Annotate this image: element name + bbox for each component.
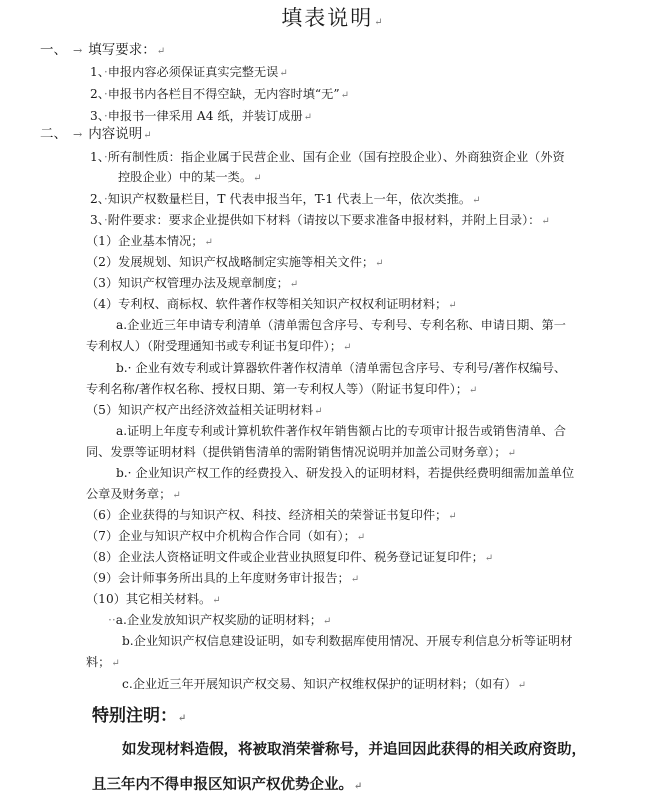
section-1-item-2: 2、·申报书内各栏目不得空缺，无内容时填“无”↵ bbox=[90, 87, 349, 101]
section-1-item-3: 3、·申报书一律采用 A4 纸，并装订成册↵ bbox=[90, 109, 313, 123]
section-2-item-3: 3、·附件要求：要求企业提供如下材料（请按以下要求准备申报材料，并附上目录）：↵ bbox=[90, 213, 550, 227]
list-item-10a: ··a.企业发放知识产权奖励的证明材料；↵ bbox=[108, 613, 332, 627]
list-item-5a-line-1: a.证明上年度专利或计算机软件著作权年销售额占比的专项审计报告或销售清单、合 bbox=[116, 424, 566, 438]
list-item-10b-line-1: b.企业知识产权信息建设证明，如专利数据库使用情况、开展专利信息分析等证明材 bbox=[122, 634, 573, 648]
section-2-item-2: 2、·知识产权数量栏目，T 代表申报当年，T-1 代表上一年，依次类推。↵ bbox=[90, 192, 481, 206]
list-item-1: （1）企业基本情况；↵ bbox=[86, 234, 213, 248]
list-item-4a-line-1: a.企业近三年申请专利清单（清单需包含序号、专利号、专利名称、申请日期、第一 bbox=[116, 318, 566, 332]
section-2-item-1-line-1: 1、·所有制性质：指企业属于民营企业、国有企业（国有控股企业）、外商独资企业（外资 bbox=[90, 150, 565, 164]
list-item-5b-line-2: 公章及财务章；↵ bbox=[86, 487, 181, 501]
list-item-10b-line-2: 料；↵ bbox=[86, 655, 120, 669]
page-title: 填表说明↵ bbox=[281, 6, 385, 30]
special-note-heading: 特别注明：↵ bbox=[92, 706, 187, 726]
list-item-4: （4）专利权、商标权、软件著作权等相关知识产权权利证明材料；↵ bbox=[86, 297, 457, 311]
list-item-10c: c.企业近三年开展知识产权交易、知识产权维权保护的证明材料；（如有）↵ bbox=[122, 677, 526, 691]
list-item-5b-line-1: b.· 企业知识产权工作的经费投入、研发投入的证明材料，若提供经费明细需加盖单位 bbox=[116, 466, 575, 480]
special-note-line-2: 且三年内不得申报区知识产权优势企业。↵ bbox=[92, 776, 363, 793]
list-item-6: （6）企业获得的与知识产权、科技、经济相关的荣誉证书复印件；↵ bbox=[86, 508, 457, 522]
section-1-heading: 一、 → 填写要求：↵ bbox=[40, 42, 166, 58]
list-item-4b-line-1: b.· 企业有效专利或计算器软件著作权清单（清单需包含序号、专利号/著作权编号、 bbox=[116, 361, 567, 375]
list-item-3: （3）知识产权管理办法及规章制度；↵ bbox=[86, 276, 299, 290]
list-item-7: （7）企业与知识产权中介机构合作合同（如有）；↵ bbox=[86, 529, 366, 543]
tab-mark: → bbox=[73, 128, 83, 141]
list-item-5a-line-2: 同、发票等证明材料（提供销售清单的需附销售情况说明并加盖公司财务章）；↵ bbox=[86, 445, 516, 459]
list-item-10: （10）其它相关材料。↵ bbox=[86, 592, 221, 606]
list-item-4a-line-2: 专利权人）（附受理通知书或专利证书复印件）；↵ bbox=[86, 339, 352, 353]
section-2-item-1-line-2: 控股企业）中的某一类。↵ bbox=[118, 170, 262, 184]
section-2-heading: 二、 → 内容说明↵ bbox=[40, 126, 152, 142]
tab-mark: → bbox=[73, 44, 83, 57]
section-1-item-1: 1、·申报内容必须保证真实完整无误↵ bbox=[90, 65, 288, 79]
special-note-line-1: 如发现材料造假，将被取消荣誉称号，并追回因此获得的相关政府资助， bbox=[122, 741, 586, 758]
list-item-8: （8）企业法人资格证明文件或企业营业执照复印件、税务登记证复印件；↵ bbox=[86, 550, 494, 564]
list-item-9: （9）会计师事务所出具的上年度财务审计报告；↵ bbox=[86, 571, 360, 585]
list-item-5: （5）知识产权产出经济效益相关证明材料↵ bbox=[86, 403, 323, 417]
list-item-2: （2）发展规划、知识产权战略制定实施等相关文件；↵ bbox=[86, 255, 384, 269]
list-item-4b-line-2: 专利名称/著作权名称、授权日期、第一专利权人等）（附证书复印件）；↵ bbox=[86, 382, 478, 396]
